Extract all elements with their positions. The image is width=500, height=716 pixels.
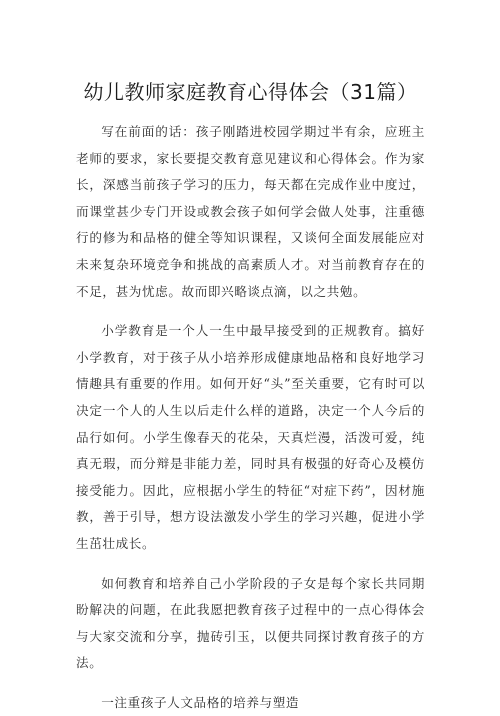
document-title: 幼儿教师家庭教育心得体会（31篇） bbox=[83, 80, 418, 104]
document-body bbox=[76, 119, 425, 716]
section-heading: 一注重孩子人文品格的培养与塑造 bbox=[101, 694, 300, 710]
paragraph-preface: 写在前面的话：孩子刚踏进校园学期过半有余，应班主老师的要求，家长要提交教育意见建议和心得体会。作为家长，深感当前孩子学习的压力，每天都在完成作业中度过，而课堂甚少专门开设或教会孩子如何学会做人处事，注重德行的修为和品格的健全等知识课程，又谈何全面发展能应对未来复杂环境竞争和挑战的高素质人才。对当前教育存在的不足，甚为忧虑。故而即兴略谈点滴，以之共勉。 bbox=[76, 124, 425, 299]
paragraph-sharing: 如何教育和培养自己小学阶段的子女是每个家长共同期盼解决的问题，在此我愿把教育孩子过程中的一点心得体会与大家交流和分享，抛砖引玉，以便共同探讨教育孩子的方法。 bbox=[76, 575, 425, 671]
paragraph-primary-education: 小学教育是一个人一生中最早接受到的正规教育。搞好小学教育，对于孩子从小培养形成健康地品格和良好地学习情趣具有重要的作用。如何开好“头”至关重要，它有时可以决定一个人的人生以后走什么样的道路，决定一个人今后的品行如何。小学生像春天的花朵，天真烂漫，活泼可爱，纯真无瑕，而分辩是非能力差，同时具有极强的好奇心及模仿接受能力。因此，应根据小学生的特征“对症下药”，因材施教，善于引导，想方设法激发小学生的学习兴趣，促进小学生茁壮成长。 bbox=[76, 323, 425, 551]
